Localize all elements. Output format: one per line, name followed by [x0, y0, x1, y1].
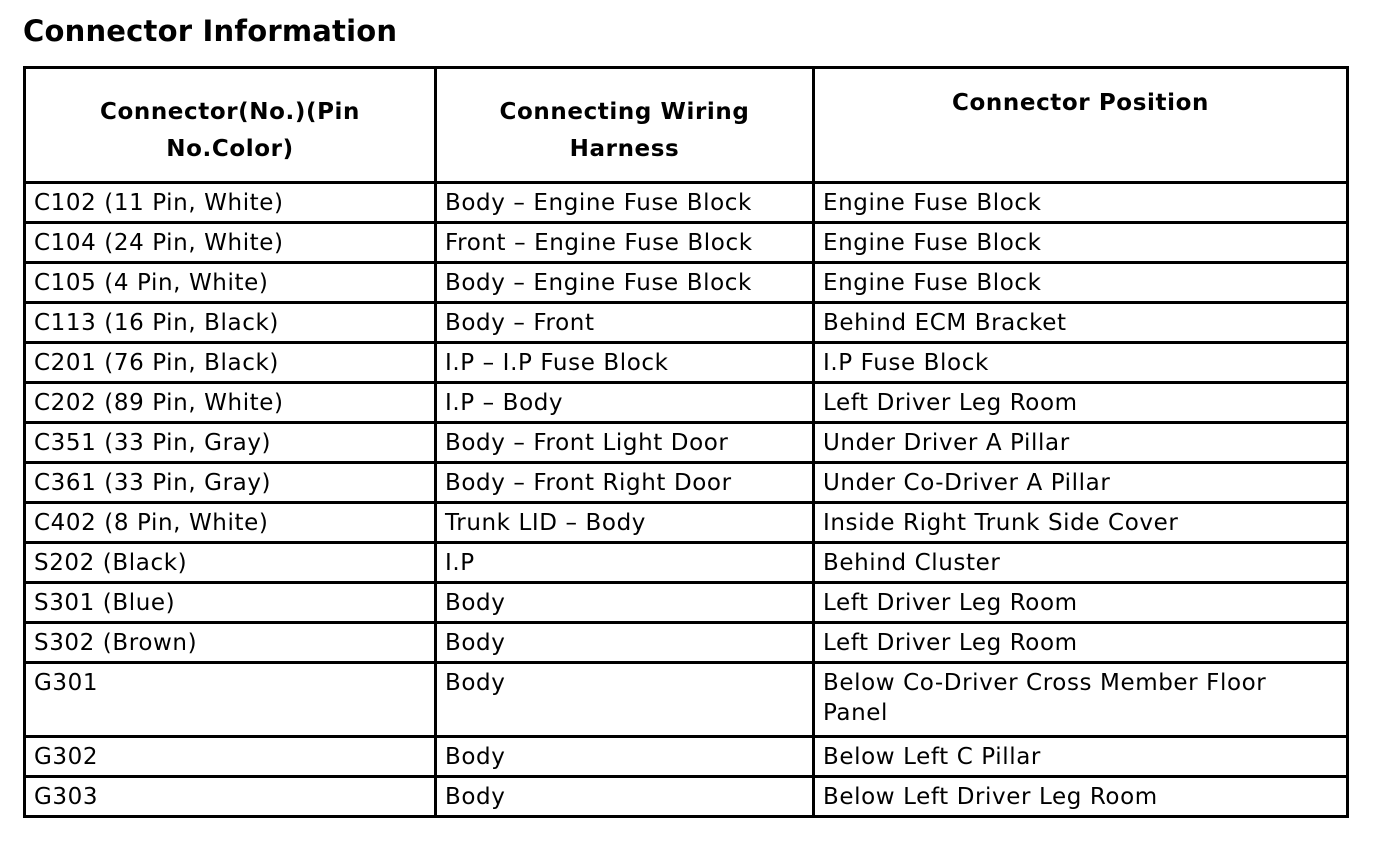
cell-connector: S301 (Blue) [25, 583, 436, 623]
cell-connector: C402 (8 Pin, White) [25, 503, 436, 543]
cell-harness: Body – Front [436, 303, 814, 343]
cell-connector: C113 (16 Pin, Black) [25, 303, 436, 343]
cell-harness: Body [436, 663, 814, 737]
cell-connector: C351 (33 Pin, Gray) [25, 423, 436, 463]
cell-position: Engine Fuse Block [814, 263, 1348, 303]
cell-harness: I.P – Body [436, 383, 814, 423]
cell-position: Left Driver Leg Room [814, 583, 1348, 623]
cell-position: Under Co-Driver A Pillar [814, 463, 1348, 503]
header-connector: Connector(No.)(Pin No.Color) [25, 68, 436, 183]
cell-connector: S202 (Black) [25, 543, 436, 583]
table-row [25, 263, 1348, 303]
table-row [25, 463, 1348, 503]
cell-connector: G303 [25, 777, 436, 817]
cell-harness: Body [436, 623, 814, 663]
cell-harness: I.P [436, 543, 814, 583]
table-row [25, 583, 1348, 623]
table-row [25, 183, 1348, 223]
table-row [25, 777, 1348, 817]
cell-position: Below Left C Pillar [814, 737, 1348, 777]
table-row [25, 737, 1348, 777]
cell-position: Engine Fuse Block [814, 183, 1348, 223]
cell-connector: C202 (89 Pin, White) [25, 383, 436, 423]
header-wiring-harness: Connecting Wiring Harness [436, 68, 814, 183]
cell-position: Left Driver Leg Room [814, 383, 1348, 423]
table-row [25, 343, 1348, 383]
page-title: Connector Information [23, 14, 398, 48]
table-row [25, 503, 1348, 543]
cell-connector: C102 (11 Pin, White) [25, 183, 436, 223]
cell-harness: Body – Front Right Door [436, 463, 814, 503]
table-row [25, 423, 1348, 463]
header-connector-position: Connector Position [814, 68, 1348, 183]
cell-position: Below Co-Driver Cross Member Floor Panel [814, 663, 1348, 737]
cell-position: Below Left Driver Leg Room [814, 777, 1348, 817]
connector-table [23, 66, 1349, 818]
cell-harness: Front – Engine Fuse Block [436, 223, 814, 263]
cell-connector: C105 (4 Pin, White) [25, 263, 436, 303]
cell-harness: Body – Engine Fuse Block [436, 183, 814, 223]
cell-connector: C361 (33 Pin, Gray) [25, 463, 436, 503]
cell-harness: Body – Front Light Door [436, 423, 814, 463]
table-row [25, 383, 1348, 423]
table-row [25, 303, 1348, 343]
table-row [25, 623, 1348, 663]
cell-position: Inside Right Trunk Side Cover [814, 503, 1348, 543]
table-row [25, 663, 1348, 737]
cell-position: I.P Fuse Block [814, 343, 1348, 383]
cell-position: Behind ECM Bracket [814, 303, 1348, 343]
cell-connector: C201 (76 Pin, Black) [25, 343, 436, 383]
cell-position: Left Driver Leg Room [814, 623, 1348, 663]
cell-harness: Body – Engine Fuse Block [436, 263, 814, 303]
cell-harness: Trunk LID – Body [436, 503, 814, 543]
table-header-row [25, 68, 1348, 183]
cell-position: Engine Fuse Block [814, 223, 1348, 263]
cell-harness: Body [436, 737, 814, 777]
cell-harness: I.P – I.P Fuse Block [436, 343, 814, 383]
cell-connector: G302 [25, 737, 436, 777]
cell-position: Behind Cluster [814, 543, 1348, 583]
cell-connector: S302 (Brown) [25, 623, 436, 663]
cell-position: Under Driver A Pillar [814, 423, 1348, 463]
cell-connector: C104 (24 Pin, White) [25, 223, 436, 263]
cell-connector: G301 [25, 663, 436, 737]
table-row [25, 223, 1348, 263]
cell-harness: Body [436, 583, 814, 623]
table-row [25, 543, 1348, 583]
cell-harness: Body [436, 777, 814, 817]
